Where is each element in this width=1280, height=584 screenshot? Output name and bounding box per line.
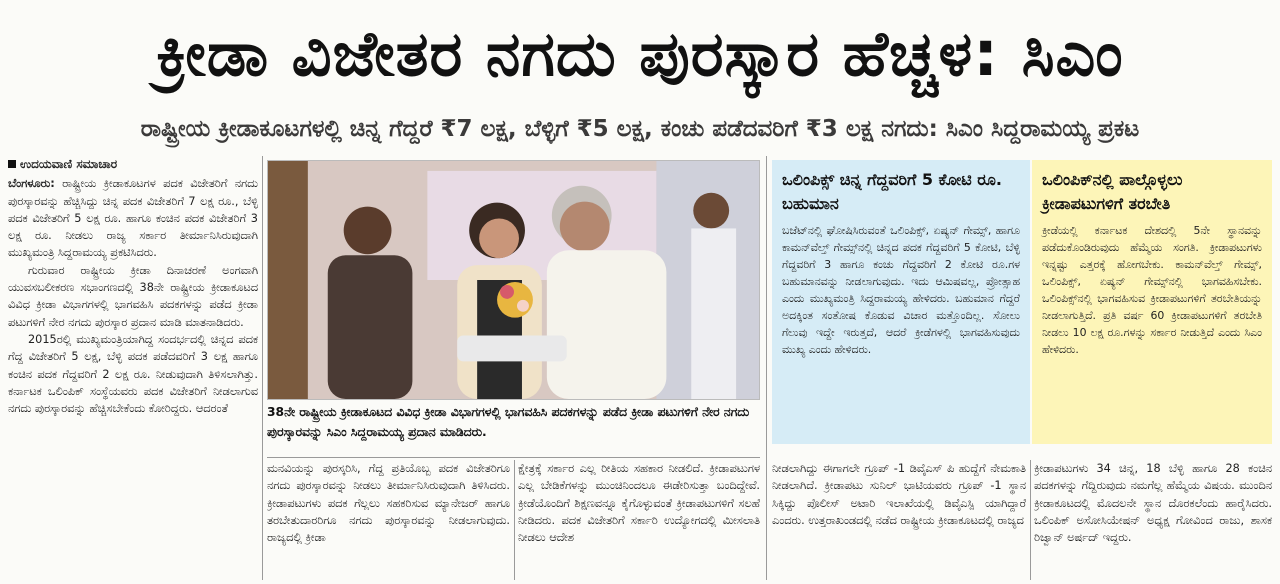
box-title: ಒಲಿಂಪಿಕ್‌ನಲ್ಲಿ ಪಾಲ್ಗೊಳ್ಳಲು ಕ್ರೀಡಾಪಟುಗಳಿಗೆ ತರಬೇತಿ [1042, 170, 1183, 213]
paragraph: 2015ರಲ್ಲಿ ಮುಖ್ಯಮಂತ್ರಿಯಾಗಿದ್ದ ಸಂದರ್ಭದಲ್ಲಿ ಚಿನ್ನದ ಪದಕ ಗೆದ್ದ ವಿಜೇತರಿಗೆ 5 ಲಕ್ಷ, ಬೆಳ್ಳಿ ಪದಕ ಪಡೆದವರಿಗೆ 3 ಲಕ್ಷ ಹಾಗೂ ಕಂಚಿನ ಪದಕ ಗೆದ್ದವರಿಗೆ 2 ಲಕ್ಷ ರೂ. ನೀಡುವುದಾಗಿ ತಿಳಿಸಲಾಗಿತ್ತು. ಕರ್ನಾಟಕ ಒಲಿಂಪಿಕ್ ಸಂಸ್ಥೆಯವರು ಪದಕ ವಿಜೇತರಿಗೆ ನೀಡಲಾಗುವ ನಗದು ಪುರಸ್ಕಾರವನ್ನು ಹೆಚ್ಚಿಸಬೇಕೆಂದು ಕೋರಿದ್ದರು. ಆದರಂತೆ [8, 332, 258, 416]
column-rule [262, 156, 263, 580]
sidebar-box-olympic-reward [772, 160, 1030, 444]
article-column-2: ಮನವಿಯನ್ನು ಪುರಸ್ಕರಿಸಿ, ಗೆದ್ದ ಪ್ರತಿಯೊಬ್ಬ ಪದಕ ವಿಜೇತರಿಗೂ ನಗದು ಪುರಸ್ಕಾರವನ್ನು ನೀಡಲು ತೀರ್ಮಾನಿಸಿರುವುದಾಗಿ ತಿಳಿಸಿದರು. ಕ್ರೀಡಾಪಟುಗಳು ಪದಕ ಗೆಲ್ಲಲು ಸಹಕರಿಸುವ ಮ್ಯಾನೇಜರ್ ಹಾಗೂ ತರಬೇತುದಾರರಿಗೂ ನಗದು ಪುರಸ್ಕಾರವನ್ನು ನೀಡಲಾಗುವುದು. ರಾಜ್ಯದಲ್ಲಿ ಕ್ರೀಡಾ [267, 462, 510, 545]
sidebar-box-olympic-training [1032, 160, 1272, 444]
news-photo [267, 160, 760, 400]
dateline: ಬೆಂಗಳೂರು: [8, 177, 55, 191]
column-rule [514, 460, 515, 580]
article-column-5: ಕ್ರೀಡಾಪಟುಗಳು 34 ಚಿನ್ನ, 18 ಬೆಳ್ಳಿ ಹಾಗೂ 28 ಕಂಚಿನ ಪದಕಗಳನ್ನು ಗೆದ್ದಿರುವುದು ನಮಗೆಲ್ಲ ಹೆಮ್ಮೆಯ ವಿಷಯ. ಮುಂದಿನ ಕ್ರೀಡಾಕೂಟದಲ್ಲಿ ಮೊದಲನೇ ಸ್ಥಾನ ದೊರಕಲೆಂದು ಹಾರೈಸಿದರು. ಒಲಿಂಪಿಕ್ ಅಸೋಸಿಯೇಷನ್ ಅಧ್ಯಕ್ಷ ಗೋವಿಂದ ರಾಜು, ಶಾಸಕ ರಿಜ್ವಾನ್ ಅರ್ಷದ್ ಇದ್ದರು. [1034, 462, 1272, 545]
byline-square-icon [8, 160, 16, 168]
box-body: ಕ್ರೀಡೆಯಲ್ಲಿ ಕರ್ನಾಟಕ ದೇಶದಲ್ಲಿ 5ನೇ ಸ್ಥಾನವನ್ನು ಪಡೆದುಕೊಂಡಿರುವುದು ಹೆಮ್ಮೆಯ ಸಂಗತಿ. ಕ್ರೀಡಾಪಟುಗಳು ಇನ್ನಷ್ಟು ಎತ್ತರಕ್ಕೆ ಹೋಗಬೇಕು. ಕಾಮನ್‌ವೆಲ್ತ್ ಗೇಮ್ಸ್, ಒಲಿಂಪಿಕ್ಸ್, ಏಷ್ಯನ್ ಗೇಮ್ಸ್‌ನಲ್ಲಿ ಭಾಗವಹಿಸಬೇಕು. ಒಲಿಂಪಿಕ್ಸ್‌ನಲ್ಲಿ ಭಾಗವಹಿಸುವ ಕ್ರೀಡಾಪಟುಗಳಿಗೆ ತರಬೇತಿಯನ್ನು ನೀಡಲಾಗುತ್ತಿದೆ. ಪ್ರತಿ ವರ್ಷ 60 ಕ್ರೀಡಾಪಟುಗಳಿಗೆ ತರಬೇತಿ ನೀಡಲು 10 ಲಕ್ಷ ರೂ.ಗಳನ್ನು ಸರ್ಕಾರ ನೀಡುತ್ತಿದೆ ಎಂದು ಸಿಎಂ ಹೇಳಿದರು. [1042, 224, 1262, 356]
headline: ಕ್ರೀಡಾ ವಿಜೇತರ ನಗದು ಪುರಸ್ಕಾರ ಹೆಚ್ಚಳ: ಸಿಎಂ [156, 17, 1124, 90]
photo-caption: 38ನೇ ರಾಷ್ಟ್ರೀಯ ಕ್ರೀಡಾಕೂಟದ ವಿವಿಧ ಕ್ರೀಡಾ ವಿಭಾಗಗಳಲ್ಲಿ ಭಾಗವಹಿಸಿ ಪದಕಗಳನ್ನು ಪಡೆದ ಕ್ರೀಡಾ ಪಟುಗಳಿಗೆ ನೇರ ನಗದು ಪುರಸ್ಕಾರವನ್ನು ಸಿಎಂ ಸಿದ್ದರಾಮಯ್ಯ ಪ್ರದಾನ ಮಾಡಿದರು. [267, 405, 750, 439]
section-rule [267, 457, 760, 458]
column-rule [1030, 460, 1031, 580]
paragraph-text: ರಾಷ್ಟ್ರೀಯ ಕ್ರೀಡಾಕೂಟಗಳ ಪದಕ ವಿಜೇತರಿಗೆ ನಗದು ಪುರಸ್ಕಾರವನ್ನು ಹೆಚ್ಚಿಸಿದ್ದು ಚಿನ್ನ ಪದಕ ವಿಜೇತರಿಗೆ 7 ಲಕ್ಷ ರೂ., ಬೆಳ್ಳಿ ಪದಕ ವಿಜೇತರಿಗೆ 5 ಲಕ್ಷ ರೂ. ಹಾಗೂ ಕಂಚಿನ ಪದಕ ವಿಜೇತರಿಗೆ 3 ಲಕ್ಷ ರೂ. ನೀಡಲು ರಾಜ್ಯ ಸರ್ಕಾರ ತೀರ್ಮಾನಿಸಿರುವುದಾಗಿ ಮುಖ್ಯಮಂತ್ರಿ ಸಿದ್ದರಾಮಯ್ಯ ಪ್ರಕಟಿಸಿದರು. [8, 177, 258, 260]
paragraph: ಗುರುವಾರ ರಾಷ್ಟ್ರೀಯ ಕ್ರೀಡಾ ದಿನಾಚರಣೆ ಅಂಗವಾಗಿ ಯುವಸಬಲೀಕರಣ ಸಭಾಂಗಣದಲ್ಲಿ 38ನೇ ರಾಷ್ಟ್ರೀಯ ಕ್ರೀಡಾಕೂಟದ ವಿವಿಧ ಕ್ರೀಡಾ ವಿಭಾಗಗಳಲ್ಲಿ ಭಾಗವಹಿಸಿ ಪದಕಗಳನ್ನು ಪಡೆದ ಕ್ರೀಡಾ ಪಟುಗಳಿಗೆ ನೇರ ನಗದು ಪುರಸ್ಕಾರ ಪ್ರದಾನ ಮಾಡಿ ಮಾತನಾಡಿದರು. [8, 263, 258, 329]
article-column-1 [8, 156, 258, 580]
article-column-3: ಕ್ಷೇತ್ರಕ್ಕೆ ಸರ್ಕಾರ ಎಲ್ಲ ರೀತಿಯ ಸಹಕಾರ ನೀಡಲಿದೆ. ಕ್ರೀಡಾಪಟುಗಳ ಎಲ್ಲ ಬೇಡಿಕೆಗಳನ್ನು ಮುಂಚಿನಿಂದಲೂ ಈಡೇರಿಸುತ್ತಾ ಬಂದಿದ್ದೇವೆ. ಕ್ರೀಡೆಯೊಂದಿಗೆ ಶಿಕ್ಷಣವನ್ನೂ ಕೈಗೊಳ್ಳುವಂತೆ ಕ್ರೀಡಾಪಟುಗಳಿಗೆ ಸಲಹೆ ನೀಡಿದರು. ಪದಕ ವಿಜೇತರಿಗೆ ಸರ್ಕಾರಿ ಉದ್ಯೋಗದಲ್ಲಿ ಮೀಸಲಾತಿ ನೀಡಲು ಆದೇಶ [518, 462, 760, 545]
box-body: ಬಜೆಟ್‌ನಲ್ಲಿ ಘೋಷಿಸಿರುವಂತೆ ಒಲಿಂಪಿಕ್ಸ್, ಏಷ್ಯನ್ ಗೇಮ್ಸ್, ಹಾಗೂ ಕಾಮನ್‌ವೆಲ್ತ್ ಗೇಮ್ಸ್‌ನಲ್ಲಿ ಚಿನ್ನದ ಪದಕ ಗೆದ್ದವರಿಗೆ 5 ಕೋಟಿ, ಬೆಳ್ಳಿ ಗೆದ್ದವರಿಗೆ 3 ಹಾಗೂ ಕಂಚು ಗೆದ್ದವರಿಗೆ 2 ಕೋಟಿ ರೂ.ಗಳ ಬಹುಮಾನವನ್ನು ನೀಡಲಾಗುವುದು. ಇದು ಆಮಿಷವಲ್ಲ, ಪ್ರೋತ್ಸಾಹ ಎಂದು ಮುಖ್ಯಮಂತ್ರಿ ಸಿದ್ದರಾಮಯ್ಯ ಹೇಳಿದರು. ಬಹುಮಾನ ಗೆದ್ದರೆ ಅದಕ್ಕಿಂತ ಸಂತೋಷ ಕೊಡುವ ವಿಚಾರ ಮತ್ತೊಂದಿಲ್ಲ. ಸೋಲು ಗೆಲುವು ಇದ್ದೇ ಇರುತ್ತದೆ, ಆದರೆ ಕ್ರೀಡೆಗಳಲ್ಲಿ ಭಾಗವಹಿಸುವುದು ಮುಖ್ಯ ಎಂದು ಹೇಳಿದರು. [782, 224, 1020, 356]
byline [8, 156, 258, 173]
box-title: ಒಲಿಂಪಿಕ್ಸ್ ಚಿನ್ನ ಗೆದ್ದವರಿಗೆ 5 ಕೋಟಿ ರೂ. ಬಹುಮಾನ [782, 170, 1002, 213]
byline-text: ಉದಯವಾಣಿ ಸಮಾಚಾರ [20, 157, 118, 171]
subheadline: ರಾಷ್ಟ್ರೀಯ ಕ್ರೀಡಾಕೂಟಗಳಲ್ಲಿ ಚಿನ್ನ ಗೆದ್ದರೆ ₹7 ಲಕ್ಷ, ಬೆಳ್ಳಿಗೆ ₹5 ಲಕ್ಷ, ಕಂಚು ಪಡೆದವರಿಗೆ ₹3 ಲಕ್ಷ ನಗದು: ಸಿಎಂ ಸಿದ್ದರಾಮಯ್ಯ ಪ್ರಕಟ [140, 116, 1140, 142]
column-rule [766, 156, 767, 580]
paragraph [8, 175, 258, 261]
event-photo-illustration [268, 161, 759, 399]
article-column-4: ನೀಡಲಾಗಿದ್ದು ಈಗಾಗಲೇ ಗ್ರೂಪ್ -1 ಡಿವೈಎಸ್ ಪಿ ಹುದ್ದೆಗೆ ನೇಮಕಾತಿ ನೀಡಲಾಗಿದೆ. ಕ್ರೀಡಾಪಟು ಸುನಿಲ್ ಭಾಟಿಯವರು ಗ್ರೂಪ್ -1 ಸ್ಥಾನ ಸಿಕ್ಕಿದ್ದು ಪೊಲೀಸ್ ಅಟಾರಿ ಇಲಾಖೆಯಲ್ಲಿ ಡಿವೈಎಸ್ಪಿ ಯಾಗಿದ್ದಾರೆ ಎಂದರು. ಉತ್ತರಾಖಂಡದಲ್ಲಿ ನಡೆದ ರಾಷ್ಟ್ರೀಯ ಕ್ರೀಡಾಕೂಟದಲ್ಲಿ ರಾಜ್ಯದ [772, 462, 1026, 527]
